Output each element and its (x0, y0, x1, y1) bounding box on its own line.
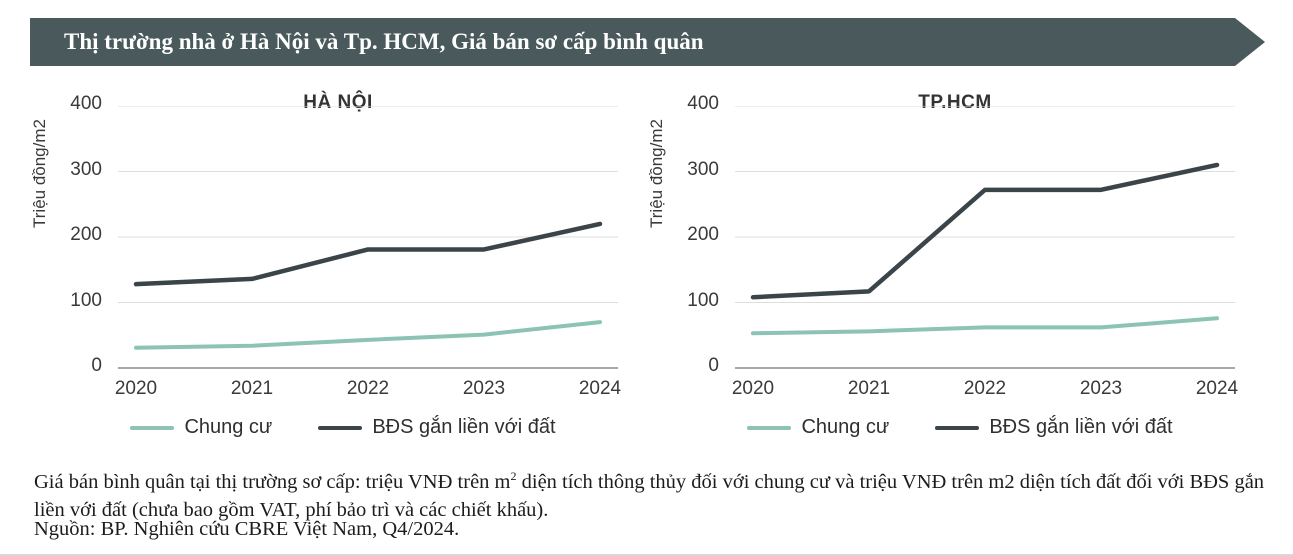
chart-title-hanoi: HÀ NỘI (303, 92, 373, 113)
x-tick-label: 2023 (1079, 378, 1123, 399)
plot-area-hanoi (118, 106, 618, 368)
banner-arrow-shape (1235, 18, 1265, 66)
y-axis-label-hanoi: Triệu đồng/m2 (30, 119, 49, 228)
y-tick-label: 100 (687, 289, 719, 311)
y-tick-label: 400 (687, 93, 719, 114)
chart-title-hcmc: TP.HCM (918, 92, 992, 113)
y-tick-label: 100 (70, 289, 102, 311)
footnote (34, 462, 1274, 524)
series-line (753, 165, 1217, 297)
legend-swatch-landed (935, 426, 979, 430)
y-tick-label: 0 (708, 355, 719, 376)
y-tick-label: 200 (687, 224, 719, 245)
source-note: Nguồn: BP. Nghiên cứu CBRE Việt Nam, Q4/2024. (34, 518, 460, 540)
plot-area-hcmc (735, 106, 1235, 368)
x-tick-label: 2024 (1195, 378, 1239, 399)
y-tick-label: 300 (687, 158, 719, 180)
footnote-line1-part1: Giá bán bình quân tại thị trường sơ cấp: triệu VNĐ trên m (34, 470, 511, 493)
x-tick-label: 2023 (462, 378, 506, 399)
x-tick-label: 2020 (731, 378, 775, 399)
chart-panel-hanoi (30, 78, 638, 453)
legend-hanoi (58, 416, 628, 439)
charts-container (30, 78, 1265, 453)
y-tick-label: 400 (70, 93, 102, 114)
legend-hcmc (675, 416, 1245, 439)
header-banner (30, 18, 1265, 66)
series-line (753, 318, 1217, 333)
x-tick-label: 2021 (230, 378, 274, 399)
chart-panel-hcmc (647, 78, 1255, 453)
legend-swatch-apartment (747, 426, 791, 430)
footnote-line2: tích đất đối với BĐS gắn liền với đất (chưa bao gồm VAT, phí bảo trì và các chiết khấu). (34, 470, 1265, 521)
series-line (136, 224, 600, 284)
x-tick-label: 2022 (963, 378, 1007, 399)
legend-label-apartment: Chung cư (801, 416, 890, 438)
y-tick-label: 200 (70, 224, 102, 245)
x-tick-label: 2021 (847, 378, 891, 399)
legend-item-landed (318, 416, 555, 439)
legend-item-landed (935, 416, 1172, 439)
legend-swatch-landed (318, 426, 362, 430)
footnote-line1-part2: diện tích thông thủy đối với chung cư và triệu VNĐ trên m2 diện (516, 470, 1056, 493)
y-axis-label-hcmc: Triệu đồng/m2 (647, 119, 666, 228)
series-line (136, 322, 600, 348)
footnote-superscript: 2 (510, 469, 517, 483)
page-title: Thị trường nhà ở Hà Nội và Tp. HCM, Giá bán sơ cấp bình quân (64, 29, 704, 54)
x-tick-label: 2024 (578, 378, 622, 399)
chart-svg (735, 106, 1235, 370)
x-tick-label: 2022 (346, 378, 390, 399)
legend-label-apartment: Chung cư (184, 416, 273, 438)
legend-swatch-apartment (130, 426, 174, 430)
chart-svg (118, 106, 618, 370)
legend-item-apartment (130, 416, 272, 439)
x-tick-label: 2020 (114, 378, 158, 399)
y-tick-label: 300 (70, 158, 102, 180)
legend-label-landed: BĐS gắn liền với đất (372, 416, 556, 438)
y-tick-label: 0 (91, 355, 102, 376)
legend-item-apartment (747, 416, 889, 439)
legend-label-landed: BĐS gắn liền với đất (989, 416, 1173, 438)
